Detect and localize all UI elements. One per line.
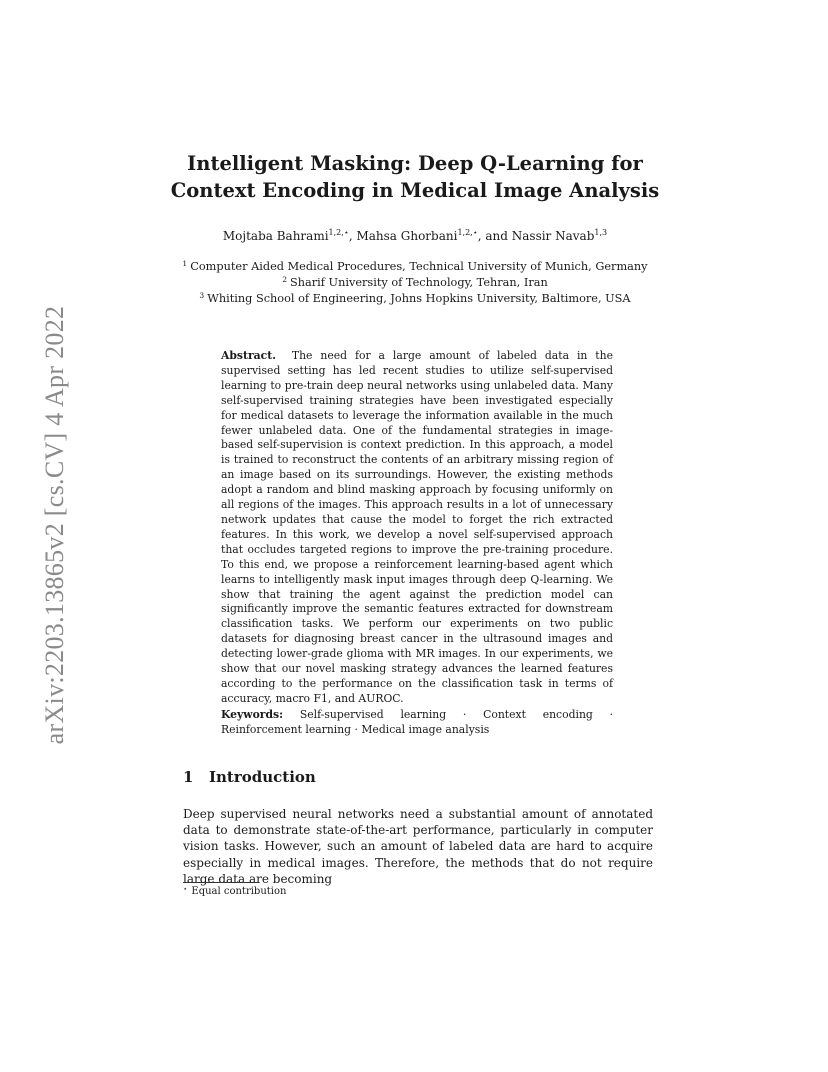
arxiv-identifier-text: arXiv:2203.13865v2 [cs.CV] 4 Apr 2022 (40, 305, 69, 745)
keywords-text: Self-supervised learning · Context encoding · Reinforcement learning · Medical image analysis (221, 708, 613, 736)
footnote-text: Equal contribution (191, 886, 287, 897)
author-affiliation-marks: 1,2,⋆ (328, 228, 349, 237)
author-separator: , and (477, 229, 512, 243)
introduction-paragraph: Deep supervised neural networks need a substantial amount of annotated data to demonstrate state-of-the-art performance, particularly in computer vision tasks. However, such an amount of labeled data are hard to acquire especially in medical images. Therefore, the methods that do not require large data are becoming (183, 807, 653, 886)
abstract-text: The need for a large amount of labeled data in the supervised setting has led recent studies to utilize self-supervised learning to pre-train deep neural networks using unlabeled data. Many self-supervised training strategies have been investigated especially for medical datasets to leverage the information available in the much fewer unlabeled data. One of the fundamental strategies in image-based self-supervision is context prediction. In this approach, a model is trained to reconstruct the contents of an arbitrary missing region of an image based on its surroundings. However, the existing methods adopt a random and blind masking approach by focusing uniformly on all regions of the images. This approach results in a lot of unnecessary network updates that cause the model to forget the rich extracted features. In this work, we develop a novel self-supervised approach that occludes targeted regions to improve the pre-training procedure. To this end, we propose a reinforcement learning-based agent which learns to intelligently mask input images through deep Q-learning. We show that training the agent against the prediction model can significantly improve the semantic features extracted for downstream classification tasks. We perform our experiments on two public datasets for diagnosing breast cancer in the ultrasound images and detecting lower-grade glioma with MR images. In our experiments, we show that our novel masking strategy advances the learned features according to the performance on the classification task in terms of accuracy, macro F1, and AUROC. (221, 349, 613, 705)
author-name: Mahsa Ghorbani (356, 229, 458, 243)
affiliation-text: Sharif University of Technology, Tehran, Iran (290, 276, 548, 289)
affiliation-text: Whiting School of Engineering, Johns Hopkins University, Baltimore, USA (207, 292, 631, 305)
author-affiliation-marks: 1,2,⋆ (457, 228, 478, 237)
affiliation-list (150, 259, 680, 307)
affiliation-item (150, 275, 680, 291)
author-name: Nassir Navab (511, 229, 595, 243)
section-title: Introduction (209, 768, 316, 786)
author-name: Mojtaba Bahrami (222, 229, 329, 243)
arxiv-identifier-stamp (35, 290, 75, 760)
footnote (183, 886, 286, 897)
affiliation-item (150, 291, 680, 307)
section-number: 1 (183, 768, 194, 786)
abstract (221, 349, 613, 707)
affiliation-mark: 2 (282, 275, 288, 284)
footnote-mark: ⋆ (183, 885, 188, 893)
affiliation-item (150, 259, 680, 275)
affiliation-text: Computer Aided Medical Procedures, Technical University of Munich, Germany (190, 260, 648, 273)
abstract-label: Abstract. (221, 349, 276, 362)
paper-title (150, 150, 680, 204)
footnote-rule (183, 882, 259, 883)
keywords (221, 708, 613, 738)
section-heading (183, 768, 316, 786)
author-affiliation-marks: 1,3 (594, 228, 608, 237)
author-separator: , (348, 229, 357, 243)
keywords-label: Keywords: (221, 708, 284, 721)
author-list (150, 229, 680, 243)
paper-title-line-1: Intelligent Masking: Deep Q-Learning for (187, 152, 643, 175)
affiliation-mark: 3 (199, 291, 205, 300)
affiliation-mark: 1 (182, 259, 188, 268)
paper-title-line-2: Context Encoding in Medical Image Analysis (170, 179, 660, 202)
